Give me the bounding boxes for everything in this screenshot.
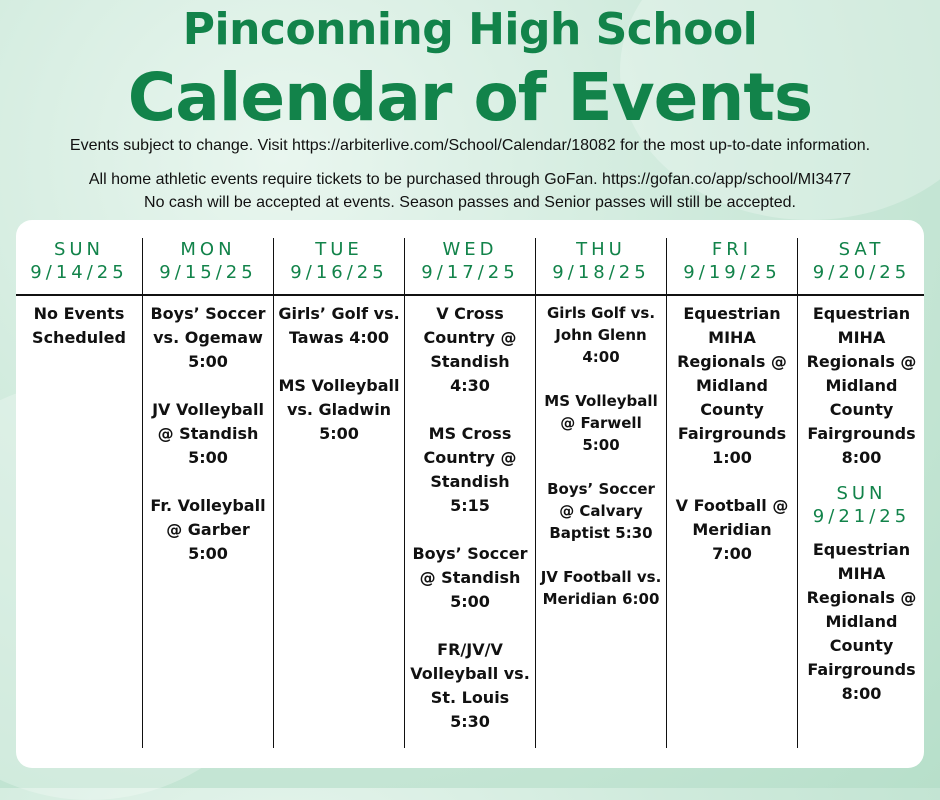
day-name: MON: [180, 239, 236, 260]
day-name: SUN: [836, 483, 887, 504]
day-column-tue: [273, 238, 404, 748]
event-item: Fr. Volleyball @ Garber 5:00: [150, 496, 266, 563]
event-item: MS Volleyball vs. Gladwin 5:00: [278, 376, 400, 443]
event-list: [16, 302, 142, 374]
day-header-sun-9-21: [802, 482, 921, 528]
event-item: JV Volleyball @ Standish 5:00: [152, 400, 264, 467]
event-item: Boys’ Soccer vs. Ogemaw 5:00: [150, 304, 266, 371]
day-date: 9/16/25: [290, 262, 388, 283]
event-list: [798, 302, 925, 730]
notice-update: Events subject to change. Visit https://arbiterlive.com/School/Calendar/18082 for the most up-to-date information.: [69, 137, 871, 154]
event-list: [274, 302, 404, 470]
day-name: SUN: [53, 239, 105, 260]
event-item: JV Football vs. Meridian 6:00: [540, 568, 662, 608]
day-header: [143, 238, 273, 284]
event-item: MS Cross Country @ Standish 5:15: [423, 424, 517, 515]
day-column-sat: [797, 238, 925, 748]
event-item: MS Volleyball @ Farwell 5:00: [544, 392, 658, 454]
day-date: 9/18/25: [552, 262, 650, 283]
event-item: Girls’ Golf vs. Tawas 4:00: [278, 304, 400, 347]
event-item: FR/JV/V Volleyball vs. St. Louis 5:30: [410, 640, 530, 731]
page-title: Calendar of Events: [127, 59, 813, 136]
event-list: [143, 302, 273, 590]
day-column-thu: [535, 238, 666, 748]
notice-tickets: All home athletic events require tickets to be purchased through GoFan. https://gofan.co/app/school/MI3477: [88, 171, 852, 188]
event-item: Equestrian MIHA Regionals @ Midland County Fairgrounds 1:00: [677, 304, 787, 467]
event-item: V Football @ Meridian 7:00: [675, 496, 789, 563]
day-column-mon: [142, 238, 273, 748]
day-name: FRI: [711, 239, 753, 260]
event-item: Boys’ Soccer @ Standish 5:00: [412, 544, 528, 611]
day-column-wed: [404, 238, 535, 748]
day-column-fri: [666, 238, 797, 748]
event-item: Equestrian MIHA Regionals @ Midland County Fairgrounds 8:00: [806, 304, 917, 467]
event-item: No Events Scheduled: [32, 304, 126, 347]
day-name: SAT: [838, 239, 885, 260]
day-date: 9/17/25: [421, 262, 519, 283]
day-date: 9/14/25: [30, 262, 128, 283]
event-list: [405, 302, 535, 758]
day-name: TUE: [315, 239, 363, 260]
event-item: V Cross Country @ Standish 4:30: [423, 304, 517, 395]
day-date: 9/20/25: [812, 262, 911, 283]
day-header: [667, 238, 797, 284]
event-list: [536, 302, 666, 632]
day-header: [274, 238, 404, 284]
day-date: 9/15/25: [159, 262, 257, 283]
day-date: 9/19/25: [683, 262, 781, 283]
event-item: Boys’ Soccer @ Calvary Baptist 5:30: [547, 480, 655, 542]
day-name: WED: [442, 239, 498, 260]
day-column-sun: [16, 238, 142, 748]
day-header: [405, 238, 535, 284]
day-header: [536, 238, 666, 284]
day-name: THU: [576, 239, 626, 260]
event-item: Girls Golf vs. John Glenn 4:00: [546, 304, 656, 366]
notice-cash: No cash will be accepted at events. Season passes and Senior passes will still be accepted.: [144, 194, 796, 211]
day-header: [798, 238, 925, 284]
day-header: [16, 238, 142, 284]
school-name: Pinconning High School: [182, 4, 758, 55]
day-date: 9/21/25: [812, 506, 911, 527]
event-list: [667, 302, 797, 590]
event-item: Equestrian MIHA Regionals @ Midland County Fairgrounds 8:00: [806, 540, 917, 703]
